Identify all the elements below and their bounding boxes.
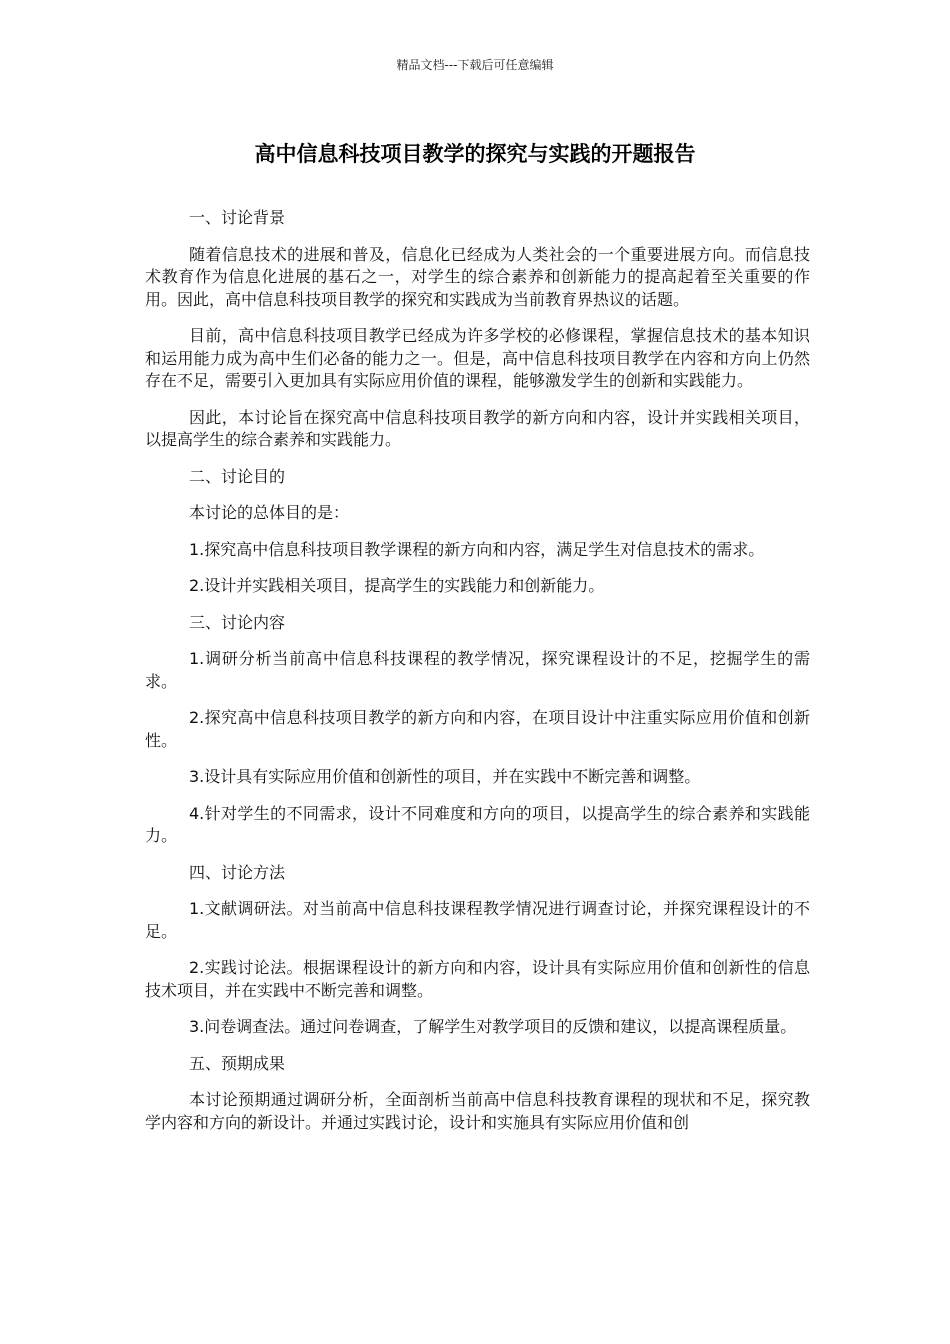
list-item: 1.探究高中信息科技项目教学课程的新方向和内容，满足学生对信息技术的需求。 bbox=[189, 539, 765, 559]
section-heading: 三、讨论内容 bbox=[189, 612, 286, 632]
paragraph: 因此，本讨论旨在探究高中信息科技项目教学的新方向和内容，设计并实践相关项目，以提高学生的综合素养和实践能力。 bbox=[145, 407, 810, 449]
header-note: 精品文档---下载后可任意编辑 bbox=[396, 58, 554, 72]
list-item: 3.设计具有实际应用价值和创新性的项目，并在实践中不断完善和调整。 bbox=[189, 767, 701, 786]
paragraph: 随着信息技术的进展和普及，信息化已经成为人类社会的一个重要进展方向。而信息技术教育作为信息化进展的基石之一，对学生的综合素养和创新能力的提高起着至关重要的作用。因此，高中信息科技项目教学的探究和实践成为当前教育界热议的话题。 bbox=[145, 244, 810, 309]
paragraph: 目前，高中信息科技项目教学已经成为许多学校的必修课程，掌握信息技术的基本知识和运用能力成为高中生们必备的能力之一。但是，高中信息科技项目教学在内容和方向上仍然存在不足，需要引入更加具有实际应用价值的课程，能够激发学生的创新和实践能力。 bbox=[145, 326, 810, 390]
section-heading: 一、讨论背景 bbox=[189, 208, 286, 227]
list-item: 1.调研分析当前高中信息科技课程的教学情况，探究课程设计的不足，挖掘学生的需求。 bbox=[145, 649, 810, 691]
section-heading: 五、预期成果 bbox=[189, 1053, 286, 1073]
section-heading: 二、讨论目的 bbox=[189, 466, 286, 486]
document-title: 高中信息科技项目教学的探究与实践的开题报告 bbox=[254, 142, 696, 166]
paragraph: 本讨论的总体目的是： bbox=[189, 503, 350, 522]
paragraph: 本讨论预期通过调研分析，全面剖析当前高中信息科技教育课程的现状和不足，探究教学内容和方向的新设计。并通过实践讨论，设计和实施具有实际应用价值和创 bbox=[145, 1090, 810, 1132]
list-item: 2.探究高中信息科技项目教学的新方向和内容，在项目设计中注重实际应用价值和创新性。 bbox=[145, 708, 810, 750]
document-body bbox=[145, 207, 810, 1148]
list-item: 4.针对学生的不同需求，设计不同难度和方向的项目，以提高学生的综合素养和实践能力。 bbox=[145, 803, 810, 845]
list-item: 3.问卷调查法。通过问卷调查，了解学生对教学项目的反馈和建议，以提高课程质量。 bbox=[189, 1017, 797, 1036]
list-item: 1.文献调研法。对当前高中信息科技课程教学情况进行调查讨论，并探究课程设计的不足。 bbox=[145, 899, 810, 941]
list-item: 2.实践讨论法。根据课程设计的新方向和内容，设计具有实际应用价值和创新性的信息技术项目，并在实践中不断完善和调整。 bbox=[145, 958, 810, 1000]
list-item: 2.设计并实践相关项目，提高学生的实践能力和创新能力。 bbox=[189, 576, 605, 595]
section-heading: 四、讨论方法 bbox=[189, 862, 286, 882]
